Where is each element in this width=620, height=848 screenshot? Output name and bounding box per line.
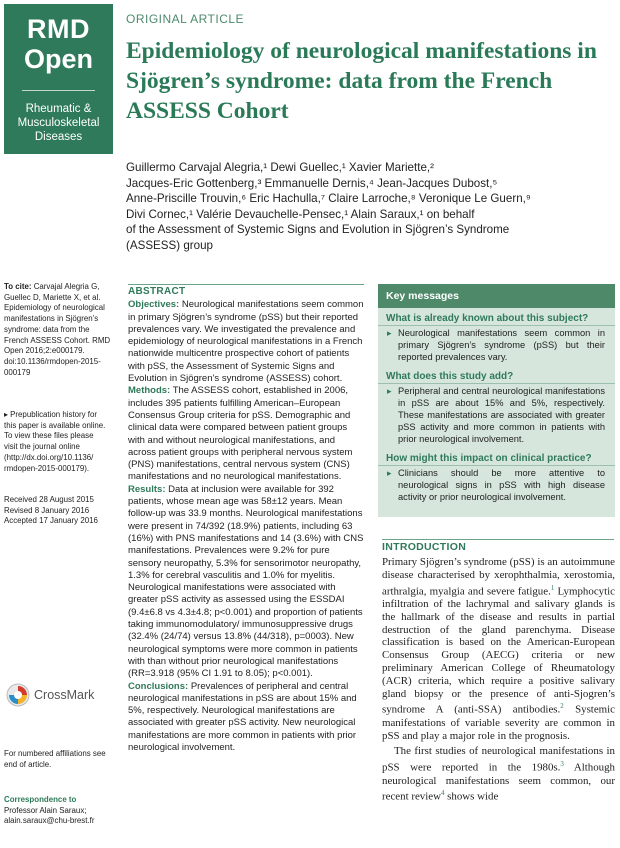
citation-line: Open 2016;2:e000179. [4,346,85,356]
crossmark-icon [6,683,30,707]
prepub-line: this paper is available online. [4,420,106,430]
affiliations-note [4,749,114,770]
key-messages-box [378,284,615,517]
citation-block [4,282,114,378]
citation-line: 000179 [4,367,31,377]
key-question: How might this impact on clinical practice? [378,452,615,466]
crossmark-badge[interactable] [6,683,116,707]
intro-text: Primary Sjögren’s syndrome (pSS) is an autoimmune disease characterised by xerophthalmia, xerostomia, arthralgia, myalgia and severe fatigue. [382,556,615,598]
abstract-objectives [128,299,364,385]
correspondence-email[interactable]: alain.saraux@chu-brest.fr [4,816,95,826]
prepub-link[interactable]: (http://dx.doi.org/10.1136/ [4,452,94,462]
citation-line: syndrome: data from the [4,324,90,334]
doi-link[interactable]: doi:10.1136/rmdopen-2015- [4,356,101,366]
prepub-link[interactable]: rmdopen-2015-000179). [4,463,90,473]
author-line: Jacques-Eric Gottenberg,³ Emmanuelle Dernis,⁴ Jean-Jacques Dubost,⁵ [126,176,498,190]
received-date: Received 28 August 2015 [4,495,94,504]
logo-subtitle-line: Musculoskeletal [17,117,100,129]
author-line: Divi Cornec,¹ Valérie Devauchelle-Pensec,¹ Alain Saraux,¹ on behalf [126,207,475,221]
reference-link[interactable]: 1 [550,583,555,592]
intro-paragraph [382,556,615,742]
abstract-methods [128,385,364,483]
conclusions-text: Prevalences of peripheral and central neurological manifestations in pSS are about 15% and 5%, respectively. Neurological manifestations are associated with greater pSS activity. New neurological manifestations are more common in patients with prior neurological involvement. [128,680,357,753]
intro-paragraph [382,745,615,803]
prepub-line: To view these files please [4,431,94,441]
prepublication-note [4,410,114,474]
key-messages-heading: Key messages [378,284,615,308]
correspondence-heading: Correspondence to [4,795,77,804]
logo-subtitle-line: Rheumatic & [25,103,92,115]
methods-label: Methods: [128,385,171,397]
affiliation-line: For numbered affiliations see [4,749,106,758]
reference-link[interactable]: 3 [560,760,564,769]
logo-subtitle-line: Diseases [34,131,83,143]
intro-text: Although neurological manifestations seem common, our recent review [382,761,616,804]
author-line: of the Assessment of Systemic Signs and Evolution in Sjögren’s Syndrome [126,223,510,237]
introduction-body [382,556,615,804]
article-type: ORIGINAL ARTICLE [126,12,245,26]
citation-line: French ASSESS Cohort. RMD [4,335,111,345]
objectives-label: Objectives: [128,299,180,311]
logo-line-open: Open [23,44,93,74]
section-divider [382,539,614,540]
to-cite-label: To cite: [4,282,32,291]
citation-line: Epidemiology of neurological [4,303,105,313]
correspondence-block [4,795,114,827]
citation-line: Carvajal Alegria G, [33,282,100,291]
citation-line: manifestations in Sjögren’s [4,314,99,324]
citation-line: Guellec D, Mariette X, et al. [4,292,101,302]
logo-line-rmd: RMD [27,14,90,44]
journal-logo [4,4,113,154]
results-text: Data at inclusion were available for 392 patients, whose mean age was 58±12 years. Mean follow-up was 33.9 months. Neurological manifestations were present in 74/392 (18.9%) patients, including 63 (16%) with PNS manifestations and 14 (3.6%) with CNS manifestations. Prevalences were 9.2% for pure sensory neuropathy, 5.3% for sensorimotor neuropathy, 1.3% for cerebral vasculitis and 1.0% for myelitis. Neurological manifestations were associated with greater pSS activity as assessed using the ESSDAI (9.4±6.8 vs 4.3±4.8; p<0.001) and proportion of patients taking immunomodulatory/ immunosuppressive drugs (32.4% (24/74) versus 13.8% (44/318), p=0003). New neurological symptoms were more common in patients with than without prior neurological manifestations (RR=3.918 (95% CI 1.91 to 8.05); p<0.001). [128,483,364,680]
author-line: (ASSESS) group [126,238,213,252]
key-question: What does this study add? [378,370,615,384]
abstract-results [128,484,364,681]
abstract-heading: ABSTRACT [128,284,364,298]
article-title: Epidemiology of neurological manifestations in Sjögren’s syndrome: data from the French ASSESS Cohort [126,38,597,124]
author-list [126,160,596,254]
logo-divider [22,90,95,91]
reference-link[interactable]: 4 [440,789,445,798]
introduction-heading: INTRODUCTION [382,541,467,553]
key-answer: ▸ Clinicians should be more attentive to neurological signs in pSS with high disease activity or prior neurological involvement. [378,466,615,506]
reference-link[interactable]: 2 [560,702,564,711]
intro-text: Systemic manifestations of variable severity are common in pSS and play a major role in the prognosis. [382,704,615,742]
article-dates [4,495,114,527]
key-question: What is already known about this subject? [378,312,615,326]
correspondence-name: Professor Alain Saraux; [4,805,87,815]
crossmark-label: CrossMark [34,688,95,702]
conclusions-label: Conclusions: [128,680,189,692]
author-line: Anne-Priscille Trouvin,⁶ Eric Hachulla,⁷ Claire Larroche,⁸ Veronique Le Guern,⁹ [126,192,531,206]
key-answer: ▸ Peripheral and central neurological manifestations in pSS are about 15% and 5%, respectively. These manifestations are associated with greater pSS activity and more common in patients with prior neurological involvement. [378,384,615,448]
key-answer: ▸ Neurological manifestations seem common in primary Sjögren’s syndrome (pSS) but their reported prevalences vary. [378,326,615,366]
objectives-text: Neurological manifestations seem common in primary Sjögren’s syndrome (pSS) but their reported prevalences vary. We investigated the prevalence and epidemiology of neurological manifestations in a French nationwide multicentre prospective cohort of patients with pSS, the Assessment of Systemic Signs and Evolution in Sjögren’s syndrome (ASSESS) cohort. [128,299,364,385]
intro-text: The first studies of neurological manifestations in pSS were reported in the 1980s. [382,745,615,774]
revised-date: Revised 8 January 2016 [4,505,90,515]
abstract-section [128,284,364,754]
prepub-line: visit the journal online [4,442,80,452]
methods-text: The ASSESS cohort, established in 2006, includes 395 patients fulfilling American–European Consensus Group criteria for pSS. Demographic and clinical data were compared between patient groups with and without neurological manifestations, and across patient groups with peripheral nervous system (PNS) manifestations, central nervous system (CNS) manifestations and no neurological manifestations. [128,385,353,483]
intro-text: shows wide [444,791,499,804]
intro-text: Lymphocytic infiltration of the lachrymal and salivary glands is the hallmark of the disease and results in partial destruction of the gland parenchyma. Disease classification is based on the American-European Consensus Group (AECG) criteria or new preliminary American College of Rheumatology (ACR) criteria, which require a positive salivary gland biopsy or the presence of anti-Sjogren’s syndrome A (anti-SSA) antibodies. [382,585,615,717]
abstract-conclusions [128,681,364,755]
accepted-date: Accepted 17 January 2016 [4,516,98,526]
logo-subtitle [4,102,113,144]
affiliation-line: end of article. [4,759,52,769]
results-label: Results: [128,483,166,495]
prepub-line: ▸ Prepublication history for [4,410,97,419]
author-line: Guillermo Carvajal Alegria,¹ Dewi Guellec,¹ Xavier Mariette,² [126,161,434,174]
